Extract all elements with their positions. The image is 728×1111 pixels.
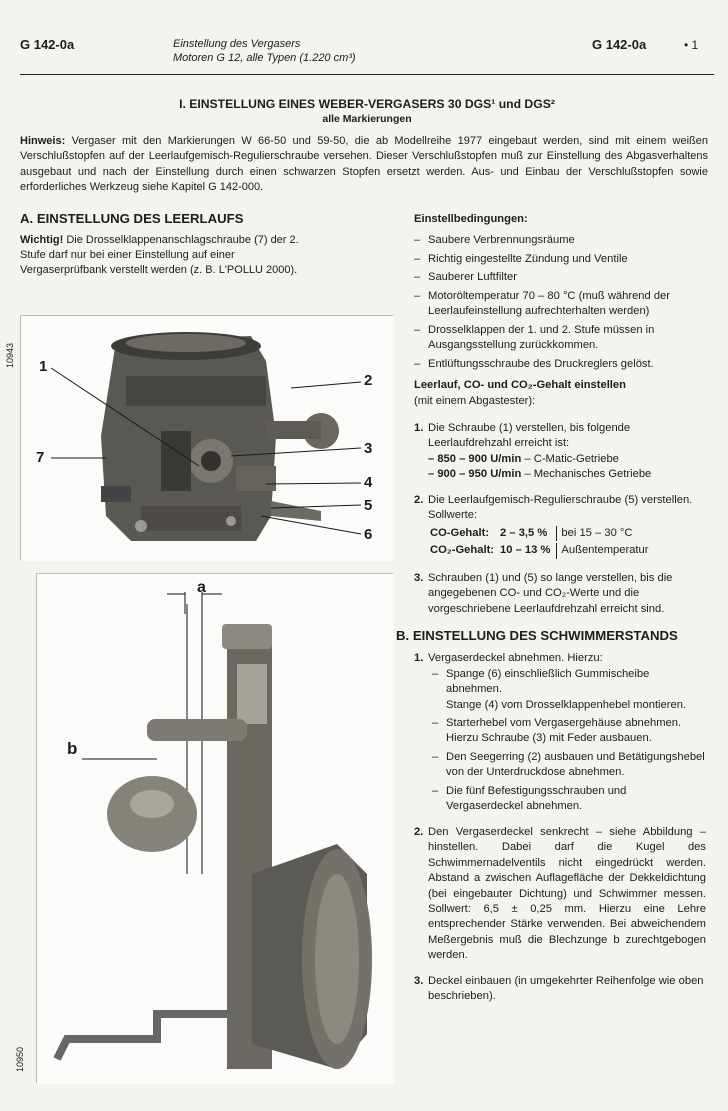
step-text: Den Vergaserdeckel senkrecht – siehe Abbildung – hinstellen. Dabei darf die Kugel des Schwimmernadelventils nicht eingedrückt werden. Abstand a zwischen Auflagefläche der Dekkeldichtung (bei eingebauter Dichtung) und Schwimmer messen. Sollwert: 6,5 ± 0,25 mm. Hierzu eine Lehre entsprechender Stärke verwenden. Bei abweichendem Meßergebnis muß die Blechzunge b zurechtgebogen werden. xyxy=(428,825,706,962)
doc-subtitle: alle Markierungen xyxy=(322,113,412,125)
section-a-steps xyxy=(414,421,706,617)
warning-label: Wichtig! xyxy=(20,234,64,246)
table-row xyxy=(430,526,652,541)
note-paragraph xyxy=(20,134,708,196)
header-subtitle xyxy=(173,37,356,66)
step-text: Die Leerlaufgemisch-Regulierschraube (5) verstellen. Sollwerte: xyxy=(428,493,693,522)
carburetor-illustration xyxy=(21,316,394,561)
rpm-label: – C-Matic-Getriebe xyxy=(521,452,619,465)
section-b-steps xyxy=(414,651,706,1005)
rpm-value: – 850 – 900 U/min xyxy=(428,452,522,465)
warning-text: Die Drosselklappenanschlagschraube (7) der 2. Stufe darf nur bei einer Einstellung auf einer Vergaserprüfbank verstellt werden (z. B. L'POLLU 2000). xyxy=(20,234,299,277)
page-number: • 1 xyxy=(684,38,699,52)
callout-7: 7 xyxy=(36,449,45,466)
list-item: – Drosselklappen der 1. und 2. Stufe müssen in Ausgangsstellung zurückkommen. xyxy=(414,323,706,354)
co-range: bei 15 – 30 °C xyxy=(556,526,652,541)
step-number: 2. xyxy=(414,825,424,838)
step-1 xyxy=(414,651,706,815)
callout-4: 4 xyxy=(364,474,373,491)
co-subheading: (mit einem Abgastester): xyxy=(414,394,536,407)
list-item: – Den Seegerring (2) ausbauen und Betätigungshebel von der Unterdruckdose abnehmen. xyxy=(432,750,706,781)
conditions-heading: Einstellbedingungen: xyxy=(414,213,528,225)
step-number: 3. xyxy=(414,571,424,584)
step-text: Vergaserdeckel abnehmen. Hierzu: xyxy=(428,652,603,665)
list-item: – Saubere Verbrennungsräume xyxy=(414,233,706,248)
doc-title: I. EINSTELLUNG EINES WEBER-VERGASERS 30 DGS¹ und DGS² xyxy=(179,97,555,111)
list-item: – Die fünf Befestigungsschrauben und Vergaserdeckel abnehmen. xyxy=(432,784,706,815)
callout-b: b xyxy=(67,739,78,758)
header-subtitle-line1: Einstellung des Vergasers xyxy=(173,38,301,50)
section-b-heading: B. EINSTELLUNG DES SCHWIMMERSTANDS xyxy=(396,627,678,643)
float-illustration xyxy=(37,574,394,1084)
step-3 xyxy=(414,571,706,617)
table-row xyxy=(430,543,652,558)
conditions-list xyxy=(414,233,706,372)
header-code-left: G 142-0a xyxy=(20,37,75,52)
header-code-right: G 142-0a xyxy=(592,37,647,52)
list-item: – Richtig eingestellte Zündung und Ventile xyxy=(414,252,706,267)
list-item: – Entlüftungsschraube des Druckreglers gelöst. xyxy=(414,357,706,372)
callout-1: 1 xyxy=(39,358,48,375)
figure1-carburetor-photo xyxy=(20,315,393,560)
step-number: 2. xyxy=(414,493,424,506)
step-2 xyxy=(414,493,706,561)
co2-label: CO₂-Gehalt: xyxy=(430,544,495,557)
step-2 xyxy=(414,825,706,964)
step-text: Schrauben (1) und (5) so lange verstellen, bis die angegebenen CO- und CO₂-Werte und die vorgeschriebene Leerlaufdrehzahl erreicht sind. xyxy=(428,571,673,615)
figure1-number: 10943 xyxy=(5,342,15,368)
step-text: Deckel einbauen (in umgekehrter Reihenfolge wie oben beschrieben). xyxy=(428,974,704,1003)
figure2-float-photo xyxy=(36,573,393,1083)
rpm-value: – 900 – 950 U/min xyxy=(428,468,522,481)
figure2-number: 10950 xyxy=(15,1046,25,1072)
list-item: – Motoröltemperatur 70 – 80 °C (muß während der Leerlaufeinstellung aufrechterhalten werden) xyxy=(414,289,706,320)
list-item-extra: Stange (4) vom Drosselklappenhebel montieren. xyxy=(446,698,687,711)
step-number: 3. xyxy=(414,974,424,987)
section-a-heading: A. EINSTELLUNG DES LEERLAUFS xyxy=(20,211,244,226)
list-item: – Sauberer Luftfilter xyxy=(414,270,706,285)
target-values-table xyxy=(428,524,654,561)
co-heading: Leerlauf, CO- und CO₂-Gehalt einstellen xyxy=(414,379,626,392)
step-3 xyxy=(414,974,706,1005)
co2-range: Außentemperatur xyxy=(556,543,652,558)
callout-5: 5 xyxy=(364,497,373,514)
right-column xyxy=(396,212,706,1015)
list-item: – Starterhebel vom Vergasergehäuse abnehmen. Hierzu Schraube (3) mit Feder ausbauen. xyxy=(432,716,706,747)
step-number: 1. xyxy=(414,421,424,434)
list-item-text: – Spange (6) einschließlich Gummischeibe abnehmen. xyxy=(446,667,650,696)
co2-value: 10 – 13 % xyxy=(500,544,551,557)
callout-6: 6 xyxy=(364,526,373,543)
step-text: Die Schraube (1) verstellen, bis folgende Leerlaufdrehzahl erreicht ist: xyxy=(428,421,631,450)
rpm-label: – Mechanisches Getriebe xyxy=(521,468,652,481)
step-1 xyxy=(414,421,706,483)
callout-2: 2 xyxy=(364,372,373,389)
cover-removal-list xyxy=(432,667,706,815)
co-label: CO-Gehalt: xyxy=(430,526,490,539)
warning-paragraph xyxy=(20,233,315,279)
header-rule xyxy=(20,74,714,75)
header-subtitle-line2: Motoren G 12, alle Typen (1.220 cm³) xyxy=(173,52,356,65)
callout-3: 3 xyxy=(364,440,373,457)
idle-speed-cmatic xyxy=(428,452,706,467)
note-text: Vergaser mit den Markierungen W 66-50 und 59-50, die ab Modellreihe 1977 eingebaut werden, sind mit einem weißen Verschlußstopfen auf der Leerlaufgemisch-Regulierschraube versehen. Dieser Verschlußstopfen muß zur Einstellung des Abgasverhaltens ausgebaut und nach der Einstellung durch einen schwarzen Stopfen ersetzt werden. Aus- und Einbau der Verschlußstopfen sowie erforderliches Werkzeug siehe Kapitel G 142-000. xyxy=(20,135,708,194)
list-item xyxy=(432,667,706,713)
idle-speed-manual xyxy=(428,467,706,482)
co-value: 2 – 3,5 % xyxy=(500,526,548,539)
note-label: Hinweis: xyxy=(20,135,66,147)
callout-a: a xyxy=(197,579,206,596)
step-number: 1. xyxy=(414,652,424,665)
